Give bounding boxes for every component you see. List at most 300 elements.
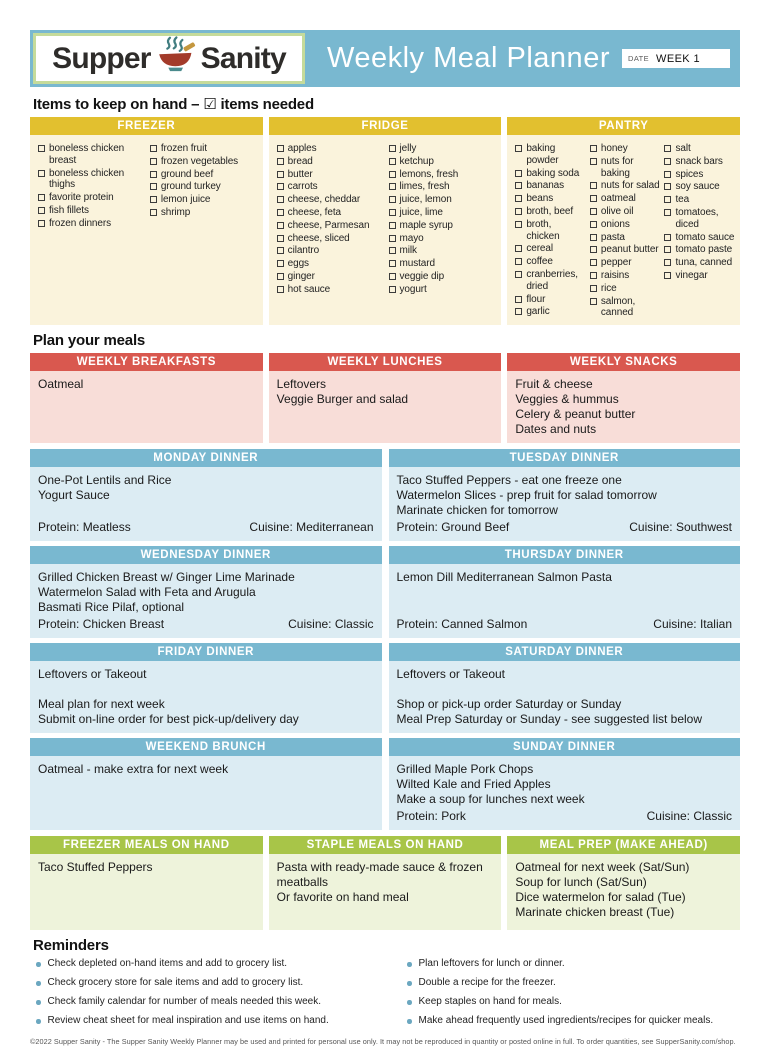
cuisine-value: Cuisine: Mediterranean <box>249 520 374 535</box>
bullet-dot-icon <box>407 962 412 967</box>
on-hand-meals-card <box>507 836 740 930</box>
checkbox-item[interactable] <box>389 194 497 206</box>
on-hand-column <box>269 117 502 325</box>
protein-cuisine-row <box>397 518 733 535</box>
meal-line: Lemon Dill Mediterranean Salmon Pasta <box>396 570 612 585</box>
checkbox-icon[interactable] <box>664 259 671 266</box>
meal-line: Dice watermelon for salad (Tue) <box>515 890 686 905</box>
on-hand-column-title: FRIDGE <box>269 117 502 135</box>
protein-value: Protein: Canned Salmon <box>396 617 528 632</box>
checkbox-icon[interactable] <box>38 145 45 152</box>
checkbox-icon[interactable] <box>590 298 597 305</box>
reminder-text: Plan leftovers for lunch or dinner. <box>418 958 565 970</box>
checkbox-item[interactable] <box>277 245 385 257</box>
dinner-grid <box>30 449 740 830</box>
checkbox-label: baking powder <box>526 143 559 166</box>
checkbox-item[interactable] <box>590 244 661 256</box>
date-field[interactable] <box>622 49 730 68</box>
checkbox-icon[interactable] <box>38 207 45 214</box>
checkbox-label: ground beef <box>160 168 214 180</box>
checkbox-icon[interactable] <box>277 286 284 293</box>
reminder-item <box>30 1015 369 1028</box>
checkbox-icon[interactable] <box>277 158 284 165</box>
protein-value: Protein: Pork <box>396 809 466 824</box>
dinner-card <box>30 449 382 541</box>
checkbox-label: hot sauce <box>287 283 331 295</box>
reminder-item <box>401 1015 740 1028</box>
checkbox-icon[interactable] <box>515 271 522 278</box>
checkbox-label: salt <box>675 143 691 154</box>
checkbox-icon[interactable] <box>150 209 157 216</box>
on-hand-meals-card <box>30 836 263 930</box>
checkbox-icon[interactable] <box>515 208 522 215</box>
checkbox-icon[interactable] <box>515 145 522 152</box>
checkbox-label: flour <box>526 293 546 305</box>
checkbox-icon[interactable] <box>389 273 396 280</box>
checkbox-icon[interactable] <box>590 182 597 189</box>
checkbox-label: mustard <box>399 258 435 270</box>
on-hand-meals-body[interactable] <box>269 854 502 930</box>
checkbox-label: mayo <box>399 232 424 244</box>
checkbox-item[interactable] <box>38 168 146 192</box>
checkbox-label: butter <box>287 168 313 180</box>
on-hand-column-title: PANTRY <box>507 117 740 135</box>
checkbox-item[interactable] <box>664 257 735 269</box>
checkbox-label: onions <box>600 218 630 230</box>
dinner-card <box>30 643 382 733</box>
checkbox-label: frozen vegetables <box>160 155 239 167</box>
checkbox-icon[interactable] <box>277 171 284 178</box>
page-title: Weekly Meal Planner <box>327 42 610 74</box>
checkbox-icon[interactable] <box>590 208 597 215</box>
dinner-card <box>389 643 741 733</box>
checkbox-item[interactable] <box>150 143 258 155</box>
checkbox-group <box>590 143 661 320</box>
checkbox-icon[interactable] <box>590 234 597 241</box>
date-label: DATE <box>628 54 650 63</box>
meal-line: Submit on-line order for best pick-up/delivery day <box>38 712 299 727</box>
checkbox-label: juice, lemon <box>399 194 452 206</box>
bullet-dot-icon <box>407 1000 412 1005</box>
bullet-dot-icon <box>407 1019 412 1024</box>
dinner-card-body[interactable] <box>30 756 382 830</box>
checkbox-label: ground turkey <box>160 181 221 193</box>
checkbox-icon[interactable] <box>38 170 45 177</box>
reminder-text: Check grocery store for sale items and add to grocery list. <box>47 977 304 989</box>
checkbox-icon[interactable] <box>150 183 157 190</box>
checkbox-item[interactable] <box>38 143 146 167</box>
checkbox-label: tuna, canned <box>675 257 733 269</box>
protein-cuisine-row <box>397 615 733 632</box>
logo-word-sanity: Sanity <box>200 41 286 75</box>
checkbox-icon[interactable] <box>277 222 284 229</box>
checkbox-label: shrimp <box>160 206 191 218</box>
meal-line <box>38 682 374 697</box>
checkbox-item[interactable] <box>389 271 497 283</box>
dinner-card-body[interactable] <box>389 661 741 733</box>
protein-cuisine-row <box>38 615 374 632</box>
checkbox-item[interactable] <box>38 218 146 230</box>
checkbox-label: salmon, canned <box>600 295 636 319</box>
on-hand-column-body <box>269 135 502 325</box>
checkbox-item[interactable] <box>38 192 146 204</box>
checkbox-icon[interactable] <box>277 273 284 280</box>
checkbox-item[interactable] <box>389 207 497 219</box>
checkbox-item[interactable] <box>389 181 497 193</box>
checkbox-icon[interactable] <box>389 196 396 203</box>
reminder-item <box>30 996 369 1009</box>
checkbox-icon[interactable] <box>389 286 396 293</box>
meal-line: Veggies & hummus <box>515 392 619 407</box>
dinner-card-body[interactable] <box>389 756 741 830</box>
checkbox-label: boneless chicken thighs <box>49 167 125 191</box>
reminder-text: Review cheat sheet for meal inspiration and use items on hand. <box>47 1015 329 1027</box>
dinner-card-title: SUNDAY DINNER <box>389 738 741 756</box>
dinner-card-title: TUESDAY DINNER <box>389 449 741 467</box>
on-hand-meals-title: STAPLE MEALS ON HAND <box>269 836 502 854</box>
meal-line: Marinate chicken for tomorrow <box>396 503 558 518</box>
checkbox-label: fish fillets <box>49 204 89 216</box>
checkbox-icon[interactable] <box>38 220 45 227</box>
checkbox-item[interactable] <box>590 180 661 192</box>
checkbox-item[interactable] <box>590 257 661 269</box>
checkbox-item[interactable] <box>515 180 586 192</box>
checkbox-label: ketchup <box>399 155 434 167</box>
on-hand-meals-body[interactable] <box>507 854 740 930</box>
checkbox-item[interactable] <box>389 233 497 245</box>
checkbox-group <box>389 143 497 320</box>
meal-line: Shop or pick-up order Saturday or Sunday <box>396 697 622 712</box>
checkbox-item[interactable] <box>590 193 661 205</box>
checkbox-label: milk <box>399 245 417 257</box>
weekly-card-body[interactable] <box>269 371 502 443</box>
checkbox-icon[interactable] <box>150 145 157 152</box>
protein-cuisine-row <box>397 807 733 824</box>
checkbox-icon[interactable] <box>664 183 671 190</box>
checkbox-group <box>38 143 146 320</box>
checkbox-item[interactable] <box>389 143 497 155</box>
checkbox-item[interactable] <box>277 233 385 245</box>
checkbox-item[interactable] <box>664 181 735 193</box>
meal-line: Pasta with ready-made sauce & frozen meatballs <box>276 860 483 890</box>
checkbox-item[interactable] <box>590 296 661 320</box>
on-hand-meals-body[interactable] <box>30 854 263 930</box>
checkbox-icon[interactable] <box>590 221 597 228</box>
checkbox-icon[interactable] <box>664 158 671 165</box>
checkbox-icon[interactable] <box>664 171 671 178</box>
meal-line: Watermelon Slices - prep fruit for salad tomorrow <box>396 488 657 503</box>
checkbox-item[interactable] <box>590 156 661 180</box>
checkbox-icon[interactable] <box>277 260 284 267</box>
checkbox-item[interactable] <box>590 206 661 218</box>
checkbox-label: rice <box>600 282 617 294</box>
checkbox-label: nuts for baking <box>600 155 634 179</box>
checkbox-label: pasta <box>600 231 625 243</box>
checkbox-item[interactable] <box>277 194 385 206</box>
meal-line: Leftovers <box>276 377 327 392</box>
checkbox-icon[interactable] <box>150 196 157 203</box>
checkbox-item[interactable] <box>515 206 586 218</box>
checkbox-item[interactable] <box>277 181 385 193</box>
dinner-card <box>30 738 382 830</box>
meal-line: Wilted Kale and Fried Apples <box>396 777 551 792</box>
dinner-card-body[interactable] <box>389 467 741 541</box>
checkbox-item[interactable] <box>515 219 586 243</box>
checkbox-icon[interactable] <box>389 235 396 242</box>
checkbox-icon[interactable] <box>389 183 396 190</box>
meal-line <box>397 682 733 697</box>
checkbox-icon[interactable] <box>277 183 284 190</box>
checkbox-label: bananas <box>526 180 565 192</box>
dinner-card-body[interactable] <box>30 564 382 638</box>
weekly-card-body[interactable] <box>30 371 263 443</box>
checkbox-label: boneless chicken breast <box>49 143 125 166</box>
checkbox-item[interactable] <box>389 245 497 257</box>
checkbox-label: lemon juice <box>160 194 211 206</box>
checkbox-icon[interactable] <box>389 247 396 254</box>
cuisine-value: Cuisine: Italian <box>653 617 732 632</box>
dinner-card-body[interactable] <box>30 467 382 541</box>
checkbox-item[interactable] <box>515 269 586 293</box>
checkbox-label: limes, fresh <box>399 181 450 193</box>
weekly-card-title: WEEKLY LUNCHES <box>269 353 502 371</box>
meal-line: Yogurt Sauce <box>38 488 110 503</box>
checkbox-item[interactable] <box>515 294 586 306</box>
checkbox-icon[interactable] <box>389 209 396 216</box>
bullet-dot-icon <box>36 962 41 967</box>
reminders-heading: Reminders <box>33 937 109 955</box>
dinner-card-body[interactable] <box>389 564 741 638</box>
dinner-card-title: WEDNESDAY DINNER <box>30 546 382 564</box>
checkbox-label: tomatoes, diced <box>675 206 719 230</box>
checkbox-label: apples <box>287 143 317 154</box>
checkbox-icon[interactable] <box>389 158 396 165</box>
checkbox-icon[interactable] <box>590 195 597 202</box>
dinner-card-title: SATURDAY DINNER <box>389 643 741 661</box>
checkbox-label: cereal <box>526 243 553 255</box>
on-hand-column <box>507 117 740 325</box>
reminder-item <box>401 958 740 971</box>
checkbox-item[interactable] <box>277 156 385 168</box>
checkbox-icon[interactable] <box>389 145 396 152</box>
checkbox-item[interactable] <box>277 258 385 270</box>
checkbox-item[interactable] <box>664 232 735 244</box>
checkbox-item[interactable] <box>664 194 735 206</box>
checkbox-label: coffee <box>526 256 553 268</box>
checkbox-item[interactable] <box>664 270 735 282</box>
reminders-list <box>30 958 740 1034</box>
date-value[interactable]: WEEK 1 <box>656 52 701 65</box>
checkbox-item[interactable] <box>590 283 661 295</box>
meal-line: Leftovers or Takeout <box>396 667 506 682</box>
checkbox-label: olive oil <box>600 205 634 217</box>
checkbox-label: honey <box>600 143 628 154</box>
checkbox-icon[interactable] <box>515 221 522 228</box>
checkbox-item[interactable] <box>277 143 385 155</box>
checkbox-item[interactable] <box>38 205 146 217</box>
dinner-card-title: FRIDAY DINNER <box>30 643 382 661</box>
checkbox-icon[interactable] <box>664 196 671 203</box>
checkbox-label: eggs <box>287 258 309 270</box>
reminder-text: Check depleted on-hand items and add to grocery list. <box>47 958 288 970</box>
meal-line: Watermelon Salad with Feta and Arugula <box>38 585 256 600</box>
checkbox-item[interactable] <box>590 143 661 155</box>
checkbox-icon[interactable] <box>389 171 396 178</box>
dinner-card <box>30 546 382 638</box>
checkbox-item[interactable] <box>150 169 258 181</box>
checkbox-icon[interactable] <box>515 258 522 265</box>
meal-line: Meal plan for next week <box>38 697 165 712</box>
checkbox-icon[interactable] <box>590 145 597 152</box>
checkbox-item[interactable] <box>590 270 661 282</box>
checkbox-group <box>664 143 735 320</box>
checkbox-item[interactable] <box>150 156 258 168</box>
checkbox-icon[interactable] <box>515 195 522 202</box>
checkbox-icon[interactable] <box>590 259 597 266</box>
checkbox-item[interactable] <box>389 284 497 296</box>
checkbox-label: lemons, fresh <box>399 168 459 180</box>
weekly-card-title: WEEKLY SNACKS <box>507 353 740 371</box>
checkbox-label: vinegar <box>675 269 708 281</box>
checkbox-item[interactable] <box>277 271 385 283</box>
meal-line: Celery & peanut butter <box>515 407 636 422</box>
checkbox-icon[interactable] <box>590 285 597 292</box>
bullet-dot-icon <box>36 1019 41 1024</box>
checkbox-item[interactable] <box>664 156 735 168</box>
checkbox-label: tomato paste <box>675 244 733 256</box>
checkbox-icon[interactable] <box>664 272 671 279</box>
checkbox-item[interactable] <box>277 169 385 181</box>
checkbox-icon[interactable] <box>664 209 671 216</box>
checkbox-icon[interactable] <box>277 145 284 152</box>
on-hand-column-body <box>30 135 263 325</box>
plan-heading: Plan your meals <box>33 332 146 350</box>
meal-line: One-Pot Lentils and Rice <box>38 473 172 488</box>
checkbox-item[interactable] <box>277 284 385 296</box>
checkbox-icon[interactable] <box>664 246 671 253</box>
checkbox-item[interactable] <box>515 168 586 180</box>
reminders-column <box>401 958 740 1034</box>
checkbox-icon[interactable] <box>515 182 522 189</box>
checkbox-label: pepper <box>600 257 632 269</box>
meal-line: Dates and nuts <box>515 422 597 437</box>
checkbox-icon[interactable] <box>515 308 522 315</box>
checkbox-icon[interactable] <box>590 158 597 165</box>
meal-line: Taco Stuffed Peppers <box>38 860 153 875</box>
checkbox-item[interactable] <box>590 219 661 231</box>
dinner-card-body[interactable] <box>30 661 382 733</box>
protein-value: Protein: Ground Beef <box>396 520 510 535</box>
checkbox-item[interactable] <box>664 143 735 155</box>
checkbox-item[interactable] <box>515 193 586 205</box>
checkbox-label: raisins <box>600 269 630 281</box>
checkbox-item[interactable] <box>389 169 497 181</box>
checkbox-item[interactable] <box>150 181 258 193</box>
checkbox-icon[interactable] <box>515 296 522 303</box>
checkbox-label: spices <box>675 168 704 180</box>
checkbox-item[interactable] <box>150 207 258 219</box>
checkbox-icon[interactable] <box>389 222 396 229</box>
checkbox-icon[interactable] <box>515 245 522 252</box>
reminders-column <box>30 958 369 1034</box>
on-hand-meals-title: FREEZER MEALS ON HAND <box>30 836 263 854</box>
checkbox-label: nuts for salad <box>600 180 660 192</box>
checkbox-label: oatmeal <box>600 193 636 205</box>
checkbox-item[interactable] <box>664 169 735 181</box>
meal-line: Grilled Chicken Breast w/ Ginger Lime Marinade <box>38 570 295 585</box>
checkbox-label: ginger <box>287 270 315 282</box>
checkbox-label: frozen fruit <box>160 143 207 154</box>
checkbox-item[interactable] <box>515 306 586 318</box>
reminder-item <box>30 977 369 990</box>
dinner-card-title: THURSDAY DINNER <box>389 546 741 564</box>
on-hand-meals-card <box>269 836 502 930</box>
dinner-card <box>389 738 741 830</box>
checkbox-item[interactable] <box>515 243 586 255</box>
checkbox-icon[interactable] <box>150 171 157 178</box>
checkbox-icon[interactable] <box>277 235 284 242</box>
reminder-item <box>401 977 740 990</box>
weekly-card-title: WEEKLY BREAKFASTS <box>30 353 263 371</box>
checkbox-item[interactable] <box>389 258 497 270</box>
header-band <box>30 30 740 87</box>
checkbox-icon[interactable] <box>277 247 284 254</box>
checkbox-icon[interactable] <box>515 170 522 177</box>
checkbox-icon[interactable] <box>150 158 157 165</box>
checkbox-item[interactable] <box>590 232 661 244</box>
checkbox-item[interactable] <box>277 207 385 219</box>
on-hand-columns <box>30 117 740 325</box>
checkbox-icon[interactable] <box>664 234 671 241</box>
checkbox-icon[interactable] <box>389 260 396 267</box>
checkbox-icon[interactable] <box>38 194 45 201</box>
checkbox-label: juice, lime <box>399 206 443 218</box>
reminder-text: Check family calendar for number of meals needed this week. <box>47 996 321 1008</box>
checkbox-label: broth, beef <box>526 205 574 217</box>
checkbox-item[interactable] <box>277 220 385 232</box>
reminder-text: Double a recipe for the freezer. <box>418 977 556 989</box>
checkbox-icon[interactable] <box>664 145 671 152</box>
checkbox-label: baking soda <box>526 167 580 179</box>
checkbox-item[interactable] <box>515 143 586 167</box>
on-hand-meals-columns <box>30 836 740 930</box>
checkbox-icon[interactable] <box>590 246 597 253</box>
checkbox-item[interactable] <box>664 244 735 256</box>
meal-line: Marinate chicken breast (Tue) <box>515 905 675 920</box>
weekly-card <box>269 353 502 443</box>
dinner-card <box>389 546 741 638</box>
checkbox-label: cheese, sliced <box>287 232 350 244</box>
checkbox-item[interactable] <box>389 220 497 232</box>
checkbox-icon[interactable] <box>277 196 284 203</box>
meal-line: Taco Stuffed Peppers - eat one freeze one <box>396 473 622 488</box>
meal-line: Or favorite on hand meal <box>276 890 409 905</box>
checkbox-item[interactable] <box>515 256 586 268</box>
checkbox-label: carrots <box>287 181 318 193</box>
cuisine-value: Cuisine: Southwest <box>629 520 732 535</box>
checkbox-item[interactable] <box>150 194 258 206</box>
dinner-card-title: WEEKEND BRUNCH <box>30 738 382 756</box>
checkbox-item[interactable] <box>389 156 497 168</box>
checkbox-icon[interactable] <box>277 209 284 216</box>
checkbox-item[interactable] <box>664 207 735 231</box>
protein-value: Protein: Meatless <box>38 520 131 535</box>
checkbox-label: tomato sauce <box>675 231 735 243</box>
weekly-card-body[interactable] <box>507 371 740 443</box>
reminder-item <box>30 958 369 971</box>
meal-line: Grilled Maple Pork Chops <box>396 762 534 777</box>
checkbox-icon[interactable] <box>590 272 597 279</box>
